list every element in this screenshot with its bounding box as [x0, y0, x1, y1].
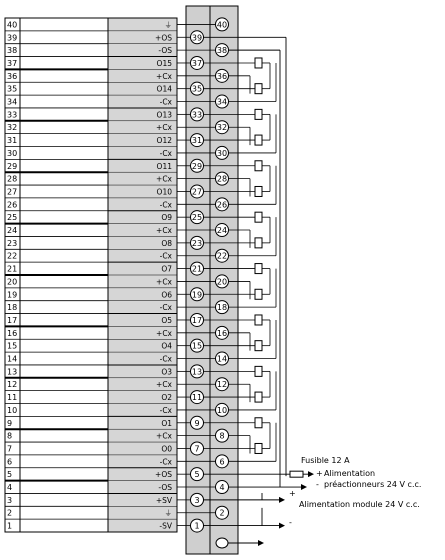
terminal-number: 8	[219, 431, 225, 441]
pin-signal: +OS	[155, 33, 172, 43]
pin-signal: O14	[156, 84, 172, 94]
pin-number: 4	[7, 483, 13, 493]
fuse-label: Fusible 12 A	[301, 456, 350, 465]
pin-signal: O11	[156, 161, 172, 171]
coil	[255, 341, 262, 351]
pin-number: 38	[7, 46, 18, 56]
pin-signal: ⏚	[164, 20, 172, 30]
pin-signal: O5	[161, 315, 172, 325]
terminal-number: 2	[219, 508, 225, 518]
pin-number: 28	[7, 174, 18, 184]
actuator-supply-label-2: préactionneurs 24 V c.c.	[324, 480, 422, 489]
module-plus-arrow	[279, 497, 285, 503]
pin-number: 39	[7, 33, 18, 43]
terminal-number: 28	[216, 174, 228, 184]
pin-number: 18	[7, 303, 18, 313]
pin-signal: -OS	[158, 483, 172, 493]
pin-signal: O9	[161, 213, 172, 223]
pin-number: 27	[7, 187, 18, 197]
pin-signal: -Cx	[159, 457, 172, 467]
pin-signal: O13	[156, 110, 172, 120]
pin-number: 13	[7, 367, 18, 377]
terminal-number: 30	[216, 148, 228, 158]
coil	[255, 392, 262, 402]
terminal-number: 16	[216, 328, 228, 338]
pin-signal: O10	[156, 187, 172, 197]
pin-signal: O3	[161, 367, 172, 377]
pin-signal: -Cx	[159, 200, 172, 210]
pin-number: 7	[7, 444, 13, 454]
pin-number: 20	[7, 277, 18, 287]
terminal-number: 13	[191, 367, 203, 377]
pin-signal: O2	[161, 393, 172, 403]
pin-number: 35	[7, 84, 18, 94]
pin-signal: O6	[161, 290, 172, 300]
pin-number: 15	[7, 341, 18, 351]
terminal-number: 23	[191, 238, 203, 248]
terminal-number: 27	[191, 187, 203, 197]
actuator-supply-minus: -	[316, 480, 319, 489]
actuator-minus-arrow	[301, 484, 307, 490]
terminal-number: 39	[191, 33, 203, 43]
pin-number: 22	[7, 251, 18, 261]
pin-number: 37	[7, 58, 18, 68]
module-supply-minus: -	[289, 518, 292, 527]
pin-number: 26	[7, 200, 18, 210]
terminal-number: 25	[191, 213, 203, 223]
terminal-number: 26	[216, 200, 228, 210]
module-supply-plus: +	[289, 489, 296, 498]
pin-number: 23	[7, 238, 18, 248]
terminal-number: 40	[216, 20, 228, 30]
terminal-number: 19	[191, 290, 203, 300]
pin-number: 34	[7, 97, 18, 107]
pin-signal: O12	[156, 136, 172, 146]
pin-signal: ⏚	[164, 508, 172, 518]
terminal-number: 3	[194, 495, 200, 505]
pin-number: 11	[7, 393, 18, 403]
pin-number: 1	[7, 521, 13, 531]
terminal-number: 1	[194, 521, 200, 531]
coil	[255, 161, 262, 171]
terminal-number: 38	[216, 46, 228, 56]
coil	[255, 264, 262, 274]
terminal-number: 37	[191, 58, 203, 68]
terminal-number: 20	[216, 277, 228, 287]
pin-signal: +Cx	[156, 174, 172, 184]
pin-signal: -SV	[159, 521, 172, 531]
fuse	[290, 471, 303, 477]
terminal-number: 18	[216, 303, 228, 313]
pin-signal: O0	[161, 444, 172, 454]
pin-number: 9	[7, 418, 13, 428]
module-minus-arrow	[279, 523, 285, 529]
pin-signal: O8	[161, 238, 172, 248]
pin-signal: -Cx	[159, 354, 172, 364]
coil	[255, 443, 262, 453]
terminal-number: 22	[216, 251, 228, 261]
pin-number: 5	[7, 470, 13, 480]
pin-signal: O7	[161, 264, 172, 274]
terminal-number: 7	[194, 444, 200, 454]
pin-signal: +Cx	[156, 328, 172, 338]
pin-signal: +Cx	[156, 431, 172, 441]
coil	[255, 212, 262, 222]
pin-number: 6	[7, 457, 13, 467]
terminal-number: 17	[191, 315, 203, 325]
pin-signal: +OS	[155, 470, 172, 480]
terminal-number: 31	[191, 136, 203, 146]
terminal-number: 14	[216, 354, 228, 364]
actuator-plus-arrow	[308, 471, 314, 477]
terminal-number: 12	[216, 380, 228, 390]
pin-number: 33	[7, 110, 18, 120]
coil	[255, 366, 262, 376]
pin-number: 21	[7, 264, 18, 274]
pin-number: 12	[7, 380, 18, 390]
pin-number: 8	[7, 431, 13, 441]
pin-number: 40	[7, 20, 18, 30]
pin-signal: O4	[161, 341, 172, 351]
pin-number: 10	[7, 405, 18, 415]
pin-number: 14	[7, 354, 18, 364]
terminal-number: 21	[191, 264, 203, 274]
terminal-number: 34	[216, 97, 228, 107]
pin-table	[5, 18, 177, 532]
ground-terminal	[216, 538, 228, 548]
ground-arrow	[258, 540, 264, 546]
pin-signal: -OS	[158, 46, 172, 56]
pin-number: 32	[7, 123, 18, 133]
terminal-number: 32	[216, 123, 228, 133]
pin-number: 36	[7, 71, 18, 81]
pin-number: 31	[7, 136, 18, 146]
pin-signal: +Cx	[156, 277, 172, 287]
pin-number: 3	[7, 495, 13, 505]
terminal-number: 36	[216, 71, 228, 81]
pin-number: 30	[7, 148, 18, 158]
terminal-number: 9	[194, 418, 200, 428]
pin-number: 24	[7, 226, 18, 236]
pin-signal: +Cx	[156, 71, 172, 81]
terminal-number: 15	[191, 341, 203, 351]
pin-signal: +Cx	[156, 226, 172, 236]
coil	[255, 58, 262, 68]
coil	[255, 186, 262, 196]
pin-number: 25	[7, 213, 18, 223]
terminal-number: 29	[191, 161, 203, 171]
terminal-number: 11	[191, 393, 203, 403]
coil	[255, 84, 262, 94]
coil	[255, 418, 262, 428]
coil	[255, 238, 262, 248]
terminal-number: 6	[219, 457, 225, 467]
module-supply-label: Alimentation module 24 V c.c.	[299, 500, 420, 509]
pin-signal: -Cx	[159, 251, 172, 261]
terminal-number: 5	[194, 470, 200, 480]
pin-number: 19	[7, 290, 18, 300]
pin-signal: O15	[156, 58, 172, 68]
pin-signal: -Cx	[159, 303, 172, 313]
pin-signal: +Cx	[156, 380, 172, 390]
coil	[255, 289, 262, 299]
pin-signal: O1	[161, 418, 172, 428]
coil	[255, 315, 262, 325]
pin-number: 17	[7, 315, 18, 325]
terminal-number: 33	[191, 110, 203, 120]
pin-number: 2	[7, 508, 13, 518]
actuator-supply-plus: +	[316, 469, 323, 478]
coil	[255, 109, 262, 119]
pin-signal: -Cx	[159, 405, 172, 415]
terminal-number: 35	[191, 84, 203, 94]
terminal-number: 24	[216, 226, 228, 236]
terminal-number: 4	[219, 483, 225, 493]
pin-number: 29	[7, 161, 18, 171]
pin-signal: +SV	[155, 495, 172, 505]
terminal-number: 10	[216, 405, 228, 415]
actuator-supply-label-1: Alimentation	[324, 469, 376, 478]
pin-signal: -Cx	[159, 97, 172, 107]
coil	[255, 135, 262, 145]
pin-signal: -Cx	[159, 148, 172, 158]
pin-number: 16	[7, 328, 18, 338]
pin-signal: +Cx	[156, 123, 172, 133]
